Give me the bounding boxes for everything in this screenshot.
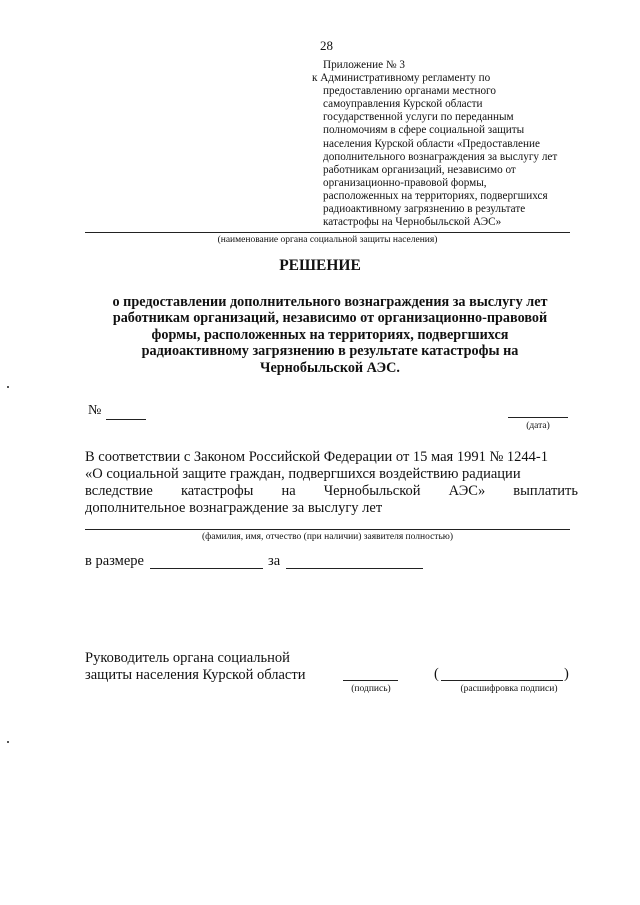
signature-caption: (подпись) — [351, 684, 391, 694]
subject-line: радиоактивному загрязнению в результате катастрофы на — [141, 343, 519, 360]
decoding-open-paren: ( — [434, 666, 439, 682]
appendix-title: Приложение № 3 — [323, 59, 405, 71]
appendix-block — [312, 59, 582, 229]
decoding-field-line — [441, 680, 563, 681]
subject-line: работникам организаций, независимо от организационно-правовой — [112, 310, 548, 327]
applicant-caption: (фамилия, имя, отчество (при наличии) заявителя полностью) — [201, 532, 454, 542]
appendix-line: расположенных на территориях, подвергшихся — [323, 189, 548, 202]
appendix-line: населения Курской области «Предоставление — [323, 137, 540, 150]
signature-field-line — [343, 680, 398, 681]
document-title: РЕШЕНИЕ — [279, 257, 361, 274]
signer-position — [85, 650, 305, 684]
appendix-line: предоставлению органами местного — [323, 85, 496, 98]
signer-line: защиты населения Курской области — [85, 667, 306, 683]
decision-subject — [80, 294, 580, 376]
number-field-line — [106, 419, 146, 420]
appendix-line: катастрофы на Чернобыльской АЭС» — [323, 216, 502, 229]
organ-name-line — [85, 232, 570, 233]
subject-line: формы, расположенных на территориях, подвергшихся — [151, 326, 509, 343]
signer-line: Руководитель органа социальной — [85, 650, 290, 666]
amount-field-line — [150, 568, 263, 569]
subject-line: Чернобыльской АЭС. — [260, 359, 400, 376]
appendix-line: государственной услуги по переданным — [323, 111, 514, 124]
appendix-line: дополнительного вознаграждения за выслугу лет — [323, 150, 558, 163]
organ-caption: (наименование органа социальной защиты населения) — [217, 235, 438, 245]
body-line: «О социальной защите граждан, подвергшихся воздействию радиации — [85, 466, 521, 482]
decoding-caption: (расшифровка подписи) — [460, 684, 558, 694]
applicant-name-line — [85, 529, 570, 530]
amount-for-label: за — [268, 553, 281, 569]
scan-mark — [7, 741, 9, 743]
date-field-line — [508, 417, 568, 418]
scan-mark — [7, 386, 9, 388]
amount-label: в размере — [85, 553, 144, 569]
decoding-close-paren: ) — [564, 666, 569, 682]
appendix-line: радиоактивному загрязнению в результате — [323, 203, 526, 216]
appendix-line: организационно-правовой формы, — [323, 176, 487, 189]
appendix-line: к Административному регламенту по — [312, 72, 491, 85]
page-number: 28 — [320, 38, 333, 53]
appendix-line: самоуправления Курской области — [323, 98, 483, 111]
period-field-line — [286, 568, 423, 569]
appendix-line: полномочиям в сфере социальной защиты — [323, 124, 525, 137]
number-label: № — [88, 403, 102, 418]
appendix-line: работникам организаций, независимо от — [323, 163, 516, 176]
body-line: дополнительное вознаграждение за выслугу лет — [85, 500, 383, 516]
body-line: вследствие катастрофы на Чернобыльской АЭС» выплатить — [85, 483, 578, 499]
subject-line: о предоставлении дополнительного вознаграждения за выслугу лет — [112, 294, 548, 310]
body-line: В соответствии с Законом Российской Федерации от 15 мая 1991 № 1244-1 — [85, 449, 549, 465]
decision-body — [85, 449, 578, 517]
date-caption: (дата) — [526, 421, 550, 431]
